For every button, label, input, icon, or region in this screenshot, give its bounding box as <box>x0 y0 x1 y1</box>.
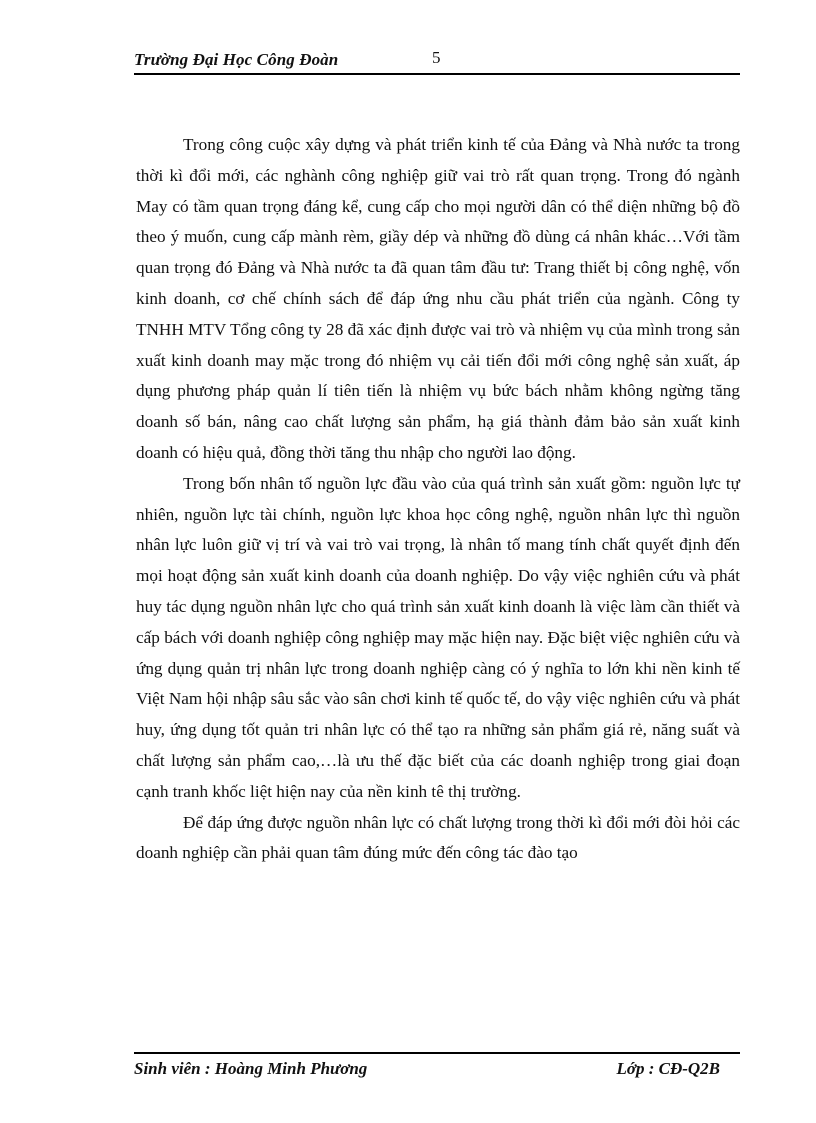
document-body <box>136 130 740 869</box>
class-label: Lớp : CĐ-Q2B <box>616 1059 720 1078</box>
paragraph-1: Trong công cuộc xây dựng và phát triển kinh tế của Đảng và Nhà nước ta trong thời kì đổi mới, các nghành công nghiệp giữ vai trò rất quan trọng. Trong đó ngành May có tầm quan trọng đáng kể, cung cấp cho mọi người dân có thể diện những bộ đồ theo ý muốn, cung cấp mành rèm, giầy dép và những đồ dùng cá nhân khác…Với tầm quan trọng đó Đảng và Nhà nước ta đã quan tâm đầu tư: Trang thiết bị công nghệ, vốn kinh doanh, cơ chế chính sách để đáp ứng nhu cầu phát triển của ngành. Công ty TNHH MTV Tổng công ty 28 đã xác định được vai trò và nhiệm vụ của mình trong sản xuất kinh doanh may mặc trong đó nhiệm vụ cải tiến đổi mới công nghệ sản xuất, áp dụng phương pháp quản lí tiên tiến là nhiệm vụ bức bách nhằm không ngừng tăng doanh số bán, nâng cao chất lượng sản phẩm, hạ giá thành đảm bảo sản xuất kinh doanh có hiệu quả, đồng thời tăng thu nhập cho người lao động. <box>136 135 740 462</box>
page-number: 5 <box>432 48 441 67</box>
page-footer <box>134 1052 740 1082</box>
student-name: Sinh viên : Hoàng Minh Phương <box>134 1059 368 1078</box>
page-header <box>134 47 740 75</box>
paragraph-2: Trong bốn nhân tố nguồn lực đầu vào của quá trình sản xuất gồm: nguồn lực tự nhiên, nguồn lực tài chính, nguồn lực khoa học công nghệ, nguồn nhân lực thì nguồn nhân lực luôn giữ vị trí và vai trò vai trọng, là nhân tố mang tính chất quyết định đến mọi hoạt động sản xuất kinh doanh của doanh nghiệp. Do vậy việc nghiên cứu và phát huy tác dụng nguồn nhân lực cho quá trình sản xuất kinh doanh là việc làm cần thiết và cấp bách với doanh nghiệp công nghiệp may mặc hiện nay. Đặc biệt việc nghiên cứu và ứng dụng quản trị nhân lực trong doanh nghiệp càng có ý nghĩa to lớn khi nền kinh tế Việt Nam hội nhập sâu sắc vào sân chơi kinh tế quốc tế, do vậy việc nghiên cứu và phát huy, ứng dụng tốt quản tri nhân lực có thể tạo ra những sản phẩm giá rẻ, năng suất và chất lượng sản phẩm cao,…là ưu thế đặc biết của các doanh nghiệp trong giai đoạn cạnh tranh khốc liệt hiện nay của nền kinh tê thị trường. <box>136 473 740 801</box>
paragraph-3: Để đáp ứng được nguồn nhân lực có chất lượng trong thời kì đổi mới đòi hỏi các doanh nghiệp cần phải quan tâm đúng mức đến công tác đào tạo <box>136 812 740 863</box>
school-name: Trường Đại Học Công Đoàn <box>134 50 339 69</box>
